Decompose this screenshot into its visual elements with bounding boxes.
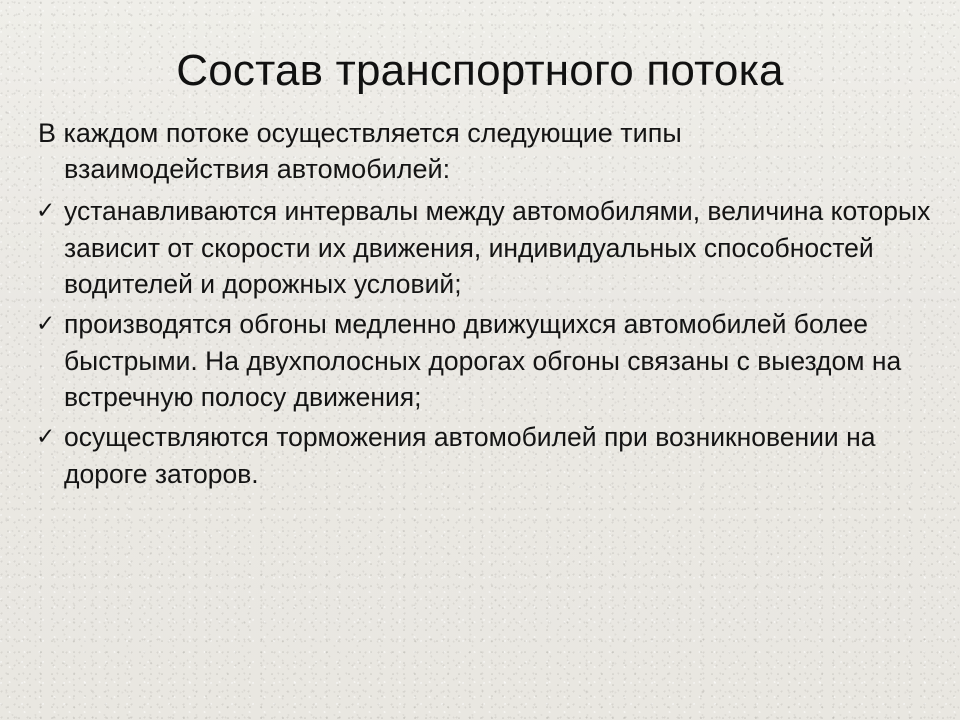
checkmark-icon: ✓ (36, 423, 56, 450)
checkmark-icon: ✓ (36, 310, 56, 337)
list-item (34, 419, 932, 492)
bullet-list (34, 193, 932, 491)
lead-line-1: В каждом потоке осуществляется следующие типы (38, 118, 682, 149)
page-title: Состав транспортного потока (176, 46, 784, 95)
list-item-text: производятся обгоны медленно движущихся автомобилей более быстрыми. На двухполосных дорогах обгоны связаны с выездом на встречную полосу движения; (64, 309, 902, 412)
list-item (34, 193, 932, 302)
list-item-text: осуществляются торможения автомобилей при возникновении на дороге заторов. (64, 422, 876, 489)
checkmark-icon: ✓ (36, 197, 56, 224)
list-item-text: устанавливаются интервалы между автомобилями, величина которых зависит от скорости их движения, индивидуальных способностей водителей и дорожных условий; (64, 196, 931, 300)
lead-paragraph (34, 116, 932, 187)
slide-body (28, 116, 932, 492)
list-item (34, 306, 932, 415)
lead-line-2: взаимодействия автомобилей: (64, 153, 451, 184)
